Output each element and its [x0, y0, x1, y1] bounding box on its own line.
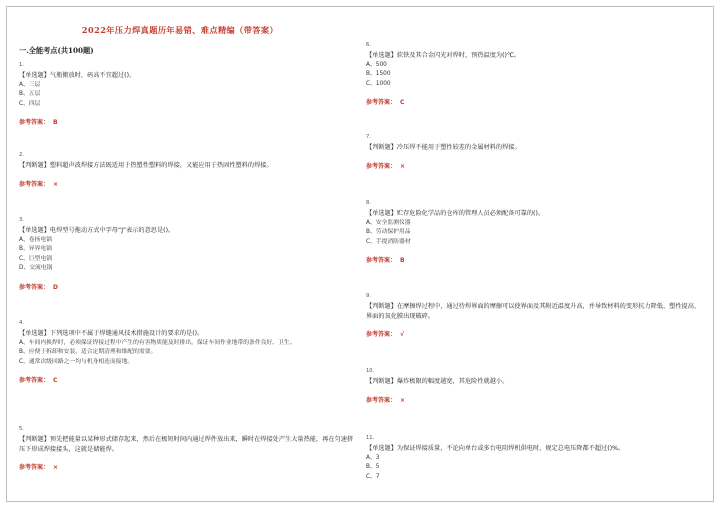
question-number: 7.: [366, 134, 371, 140]
answer-line: [366, 331, 701, 339]
question-text: 【单选题】下列选项中不属于焊缝通风技术措施设计的要求的是()。: [19, 330, 204, 337]
question-3: [19, 217, 354, 292]
question-number: 6.: [366, 42, 371, 48]
question-number: 9.: [366, 293, 371, 299]
question-number: 11.: [366, 435, 375, 441]
answer-value: C: [53, 377, 58, 384]
answer-label: 参考答案：: [19, 119, 50, 126]
option-b: B、应便于拆卸和安装，适合定期清理和维配的需要。: [19, 349, 157, 355]
option-a: A、卷扬电锅: [19, 236, 52, 243]
option-a: A、三层: [19, 81, 41, 88]
answer-line: [19, 377, 354, 385]
option-b: B、5: [366, 464, 380, 470]
option-c: C、四层: [19, 100, 41, 107]
answer-line: [366, 257, 701, 265]
answer-label: 参考答案：: [366, 396, 397, 404]
option-b: B、异界电锅: [19, 246, 52, 252]
question-number: 4.: [19, 320, 24, 326]
answer-label: 参考答案：: [19, 283, 50, 291]
question-10: [366, 368, 701, 405]
answer-label: 参考答案：: [366, 257, 397, 264]
option-c: C、手提消防器材: [366, 238, 411, 245]
question-2: [19, 152, 354, 189]
option-b: B、劳动保护用品: [366, 229, 411, 235]
question-1: [19, 62, 354, 127]
question-text: 【单选题】为保证焊接质量，不论向单台或多台电阻焊机供电时，规定总电压降都不超过()%。: [366, 445, 625, 452]
answer-line: [366, 163, 701, 171]
answer-label: 参考答案：: [366, 99, 397, 106]
question-text: 【判断题】预先把能量以某种形式储存起来，然后在极短时间内通过焊件放出来，瞬时在焊接处产生大量热能，再在匀速挤压下形成焊接接头，这就是储能焊。: [19, 436, 354, 453]
question-number: 5.: [19, 426, 24, 432]
question-4: [19, 320, 354, 385]
option-d: D、交流电锅: [19, 265, 53, 271]
question-8: [366, 200, 701, 265]
question-text: 【判断题】塑料超声波焊接方法既适用于热塑性塑料的焊接，又能应用于热固性塑料的焊接。: [19, 162, 273, 169]
question-5: [19, 426, 354, 472]
answer-value: ×: [53, 464, 59, 471]
option-a: A、车间内换焊时，必须保证焊接过程中产生的有害物质能及时排出，保证车间作业地带的条件良好、卫生。: [19, 339, 296, 346]
answer-line: [19, 119, 354, 127]
question-text: 【判断题】冷压焊不能用于塑性较差的金属材料的焊接。: [366, 144, 521, 151]
question-6: [366, 42, 701, 107]
answer-line: [19, 284, 354, 292]
question-number: 3.: [19, 217, 24, 223]
answer-value: √: [400, 331, 405, 338]
answer-label: 参考答案：: [19, 180, 50, 188]
section-heading: 一.全能考点(共100题): [19, 46, 94, 55]
option-c: C、通常次级回路之一均与机身相连而接地。: [19, 358, 134, 365]
question-text: 【判断题】在摩擦焊过程中，通过待焊界面的摩擦可以使界面及其附近温度升高，并导致材料的变形抗力降低、塑性提高、界面的氧化膜出现破碎。: [366, 303, 701, 320]
option-a: A、安全监测仪器: [366, 219, 411, 226]
question-number: 2.: [19, 152, 24, 158]
document-title: 2022年压力焊真题历年易错、难点精编（带答案）: [81, 25, 279, 35]
question-number: 1.: [19, 62, 24, 68]
answer-value: B: [400, 257, 405, 264]
question-text: 【单选题】电焊型号拖动方式中字母“J”表示的意思是()。: [19, 227, 175, 234]
option-c: C、1000: [366, 80, 391, 87]
option-a: A、3: [366, 454, 380, 461]
question-text: 【单选题】软铁及其合金闪光对焊时，预热温度为()℃。: [366, 52, 521, 59]
answer-label: 参考答案：: [366, 162, 397, 170]
option-c: C、7: [366, 473, 380, 480]
question-text: 【单选题】贮存危险化学品的仓库的管理人员必须配备可靠的()。: [366, 210, 545, 217]
answer-line: [19, 181, 354, 189]
answer-value: ×: [53, 180, 59, 188]
question-text: 【判断题】爆炸极限的幅度越宽，其危险性就越小。: [366, 378, 509, 385]
answer-line: [366, 397, 701, 405]
question-number: 10.: [366, 368, 375, 374]
answer-value: D: [53, 283, 58, 291]
question-text: 【单选题】气瓶搬放时，码高不宜超过()。: [19, 72, 136, 79]
answer-label: 参考答案：: [366, 331, 397, 338]
question-9: [366, 293, 701, 339]
question-11: [366, 435, 701, 482]
answer-label: 参考答案：: [19, 377, 50, 384]
option-c: C、巨型电锅: [19, 255, 53, 262]
option-b: B、五层: [19, 91, 41, 97]
answer-value: ×: [400, 162, 406, 170]
answer-value: B: [53, 119, 58, 126]
option-b: B、1500: [366, 71, 391, 77]
answer-line: [19, 464, 354, 472]
question-7: [366, 134, 701, 171]
answer-line: [366, 99, 701, 107]
answer-label: 参考答案：: [19, 464, 50, 471]
answer-value: ×: [400, 396, 406, 404]
answer-value: C: [400, 99, 405, 106]
option-a: A、500: [366, 61, 387, 68]
question-number: 8.: [366, 200, 371, 206]
